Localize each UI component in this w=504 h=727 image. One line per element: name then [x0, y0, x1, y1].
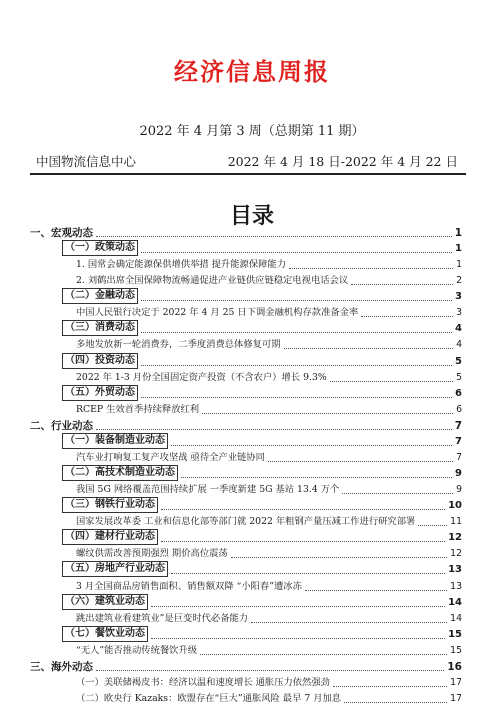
toc-page-number: 1: [455, 243, 462, 255]
toc-dot-leader: [141, 365, 452, 366]
toc-page-number: 12: [448, 532, 462, 544]
toc-page-number: 3: [456, 307, 462, 319]
report-title: 经济信息周报: [174, 58, 330, 86]
toc-entry[interactable]: [76, 451, 462, 465]
date-range: 2022 年 4 月 18 日-2022 年 4 月 22 日: [227, 154, 458, 169]
toc-entry-title: 国家发展改革委 工业和信息化部等部门就 2022 年粗钢产量压减工作进行研究部署: [76, 516, 416, 528]
toc-page-number: 4: [456, 339, 462, 351]
toc-entry[interactable]: [76, 306, 462, 320]
toc-entry[interactable]: [62, 531, 462, 545]
toc-entry-title: （一）装备制造业动态: [62, 433, 168, 449]
toc-entry-title: 中国人民银行决定于 2022 年 4 月 25 日下调金融机构存款准备金率: [76, 307, 359, 319]
toc-entry[interactable]: [30, 660, 462, 674]
toc-entry-title: 2022 年 1-3 月份全国固定资产投资（不含农户）增长 9.3%: [76, 371, 327, 383]
toc-title: 目录: [229, 204, 274, 229]
toc-dot-leader: [342, 493, 453, 494]
toc-entry-title: （六）建筑业动态: [62, 594, 148, 610]
toc-page-number: 17: [450, 676, 462, 688]
toc-entry-title: （一）政策动态: [62, 240, 138, 256]
toc-dot-leader: [161, 509, 445, 510]
toc-page-number: 9: [455, 468, 462, 480]
toc-entry-title: 1. 国常会确定能源保供增供举措 提升能源保障能力: [76, 259, 287, 271]
toc-page-number: 9: [456, 484, 462, 496]
organization-name: 中国物流信息中心: [36, 154, 137, 169]
toc-entry-title: 多地发放新一轮消费券，二季度消费总体修复可期: [76, 339, 281, 351]
toc-dot-leader: [268, 461, 453, 462]
toc-entry-title: （二）金融动态: [62, 288, 138, 304]
toc-entry[interactable]: [76, 274, 462, 288]
toc-dot-leader: [200, 654, 447, 655]
toc-entry[interactable]: [62, 499, 462, 513]
toc-entry-title: （二）欧央行 Kazaks：欧盟存在“巨大”通胀风险 最早 7 月加息: [76, 693, 342, 704]
toc-dot-leader: [289, 268, 453, 269]
toc-page-number: 14: [448, 596, 462, 608]
toc-page-number: 15: [450, 644, 462, 656]
toc-dot-leader: [181, 477, 452, 478]
toc-entry-title: （二）高技术制造业动态: [62, 465, 178, 481]
toc-entry-title: （四）投资动态: [62, 353, 138, 369]
toc-entry[interactable]: [76, 644, 462, 658]
toc-dot-leader: [161, 541, 445, 542]
toc-entry[interactable]: [62, 467, 462, 481]
toc-entry[interactable]: [62, 387, 462, 401]
toc-dot-leader: [171, 573, 445, 574]
toc-entry[interactable]: [76, 371, 462, 385]
toc-dot-leader: [141, 300, 452, 301]
header-divider: [30, 173, 466, 175]
toc-page-number: 5: [456, 371, 462, 383]
toc-dot-leader: [231, 557, 447, 558]
toc-entry[interactable]: [76, 692, 462, 706]
toc-entry-title: 汽车业打响复工复产攻坚战 亟待全产业链协同: [76, 451, 265, 463]
toc-page-number: 4: [455, 323, 462, 335]
toc-entry-title: （五）外贸动态: [62, 385, 138, 401]
toc-dot-leader: [305, 590, 447, 591]
toc-dot-leader: [361, 316, 453, 317]
toc-entry[interactable]: [62, 435, 462, 449]
toc-dot-leader: [141, 332, 452, 333]
toc-dot-leader: [151, 606, 445, 607]
toc-dot-leader: [333, 686, 447, 687]
toc-entry[interactable]: [76, 515, 462, 529]
toc-entry-title: （三）钢铁行业动态: [62, 497, 158, 513]
toc-entry[interactable]: [76, 403, 462, 417]
toc-page-number: 5: [455, 355, 462, 367]
toc-entry[interactable]: [30, 419, 462, 433]
toc-entry-title: 3 月全国商品房销售面积、销售额双降 “小阳春”遭冰冻: [76, 580, 302, 592]
toc-page-number: 13: [450, 580, 462, 592]
toc-page-number: 1: [454, 227, 462, 239]
toc-dot-leader: [202, 413, 453, 414]
toc-page-number: 6: [456, 403, 462, 415]
toc-dot-leader: [418, 525, 447, 526]
toc-page-number: 7: [454, 419, 462, 432]
toc-entry[interactable]: [62, 563, 462, 577]
toc-dot-leader: [351, 284, 453, 285]
toc-entry-title: 2. 刘鹤出席全国保障物流畅通促进产业链供应链稳定电视电话会议: [76, 275, 349, 287]
toc-page-number: 11: [450, 516, 462, 528]
toc-page-number: 14: [450, 612, 462, 624]
toc-dot-leader: [330, 381, 453, 382]
toc-dot-leader: [141, 397, 452, 398]
toc-entry[interactable]: [76, 676, 462, 690]
toc-entry[interactable]: [62, 596, 462, 610]
toc-dot-leader: [284, 348, 454, 349]
toc-dot-leader: [96, 429, 452, 430]
toc-entry[interactable]: [76, 338, 462, 352]
toc-dot-leader: [96, 670, 444, 671]
toc-entry-title: 二、行业动态: [30, 419, 93, 432]
toc-page-number: 13: [448, 564, 462, 576]
toc-entry[interactable]: [62, 355, 462, 369]
toc-page-number: 16: [447, 660, 462, 673]
toc-entry-title: “无人”能否推动传统餐饮升级: [76, 644, 198, 656]
toc-entry[interactable]: [62, 290, 462, 304]
toc-entry[interactable]: [76, 258, 462, 272]
toc-entry[interactable]: [76, 612, 462, 626]
toc-page-number: 17: [450, 693, 462, 704]
toc-entry[interactable]: [76, 483, 462, 497]
toc-page-number: 10: [448, 500, 462, 512]
toc-dot-leader: [151, 638, 445, 639]
toc-page-number: 7: [456, 451, 462, 463]
toc-entry[interactable]: [62, 628, 462, 642]
toc-entry-title: 一、宏观动态: [30, 227, 93, 239]
toc-entry-title: 我国 5G 网络覆盖范围持续扩展 一季度新建 5G 基站 13.4 万个: [76, 484, 340, 496]
toc-entry[interactable]: [62, 322, 462, 336]
toc-dot-leader: [141, 252, 452, 253]
toc-page-number: 6: [455, 387, 462, 399]
toc-entry-title: （一）美联储褐皮书：经济以温和速度增长 通胀压力依然强劲: [76, 676, 330, 688]
toc-entry-title: 螺纹供需改善预期强烈 期价高位震荡: [76, 548, 228, 560]
toc-page-number: 7: [455, 435, 462, 447]
toc-entry[interactable]: [30, 226, 462, 240]
toc-dot-leader: [344, 702, 447, 703]
toc-entry[interactable]: [76, 580, 462, 594]
toc-dot-leader: [96, 236, 452, 237]
toc-page-number: 15: [448, 628, 462, 640]
toc-page-number: 12: [450, 548, 462, 560]
toc-entry-title: （三）消费动态: [62, 320, 138, 336]
toc-entry-title: 三、海外动态: [30, 660, 93, 673]
toc-dot-leader: [251, 622, 447, 623]
toc-entry-title: 跳出建筑业看建筑业”是巨变时代必备能力: [76, 612, 249, 624]
toc-dot-leader: [171, 445, 452, 446]
toc-entry[interactable]: [62, 242, 462, 256]
toc-page-number: 1: [456, 259, 462, 271]
toc-entry-title: （四）建材行业动态: [62, 529, 158, 545]
toc-entry[interactable]: [76, 547, 462, 561]
toc-page-number: 2: [456, 275, 462, 287]
toc-page-number: 3: [455, 291, 462, 303]
toc-entry-title: RCEP 生效首季持续释放红利: [76, 403, 200, 415]
toc-entry-title: （七）餐饮业动态: [62, 626, 148, 642]
toc-entry-title: （五）房地产行业动态: [62, 561, 168, 577]
issue-week: 2022 年 4 月第 3 周（总期第 11 期）: [139, 124, 365, 139]
